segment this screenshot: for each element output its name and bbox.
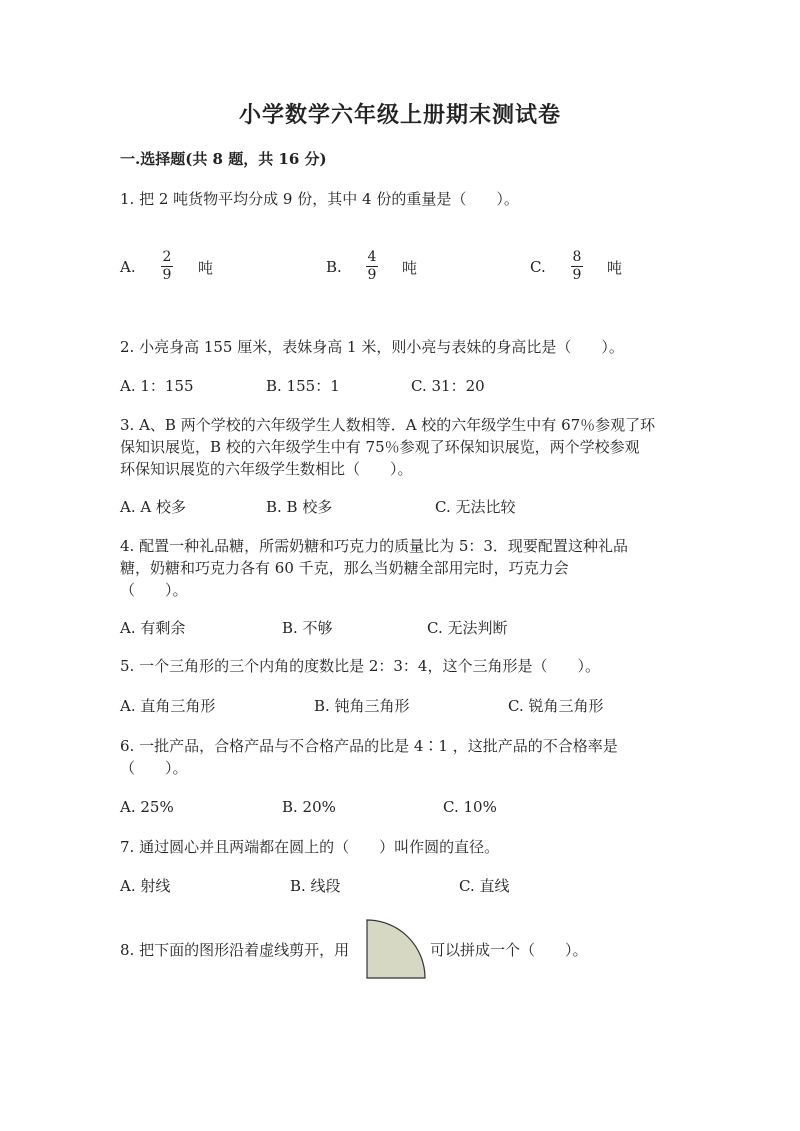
quarter-circle-figure	[366, 919, 426, 979]
fraction-numerator: 2	[162, 249, 172, 265]
fraction-denominator: 9	[367, 267, 377, 283]
question-6	[120, 735, 680, 779]
q1-option-b-fraction	[365, 250, 379, 283]
question-1: 1. 把 2 吨货物平均分成 9 份，其中 4 份的重量是（ ）。	[120, 190, 519, 208]
question-4-line-3: （ ）。	[120, 581, 188, 599]
section-heading: 一.选择题(共 8 题，共 16 分)	[120, 150, 327, 168]
question-8-text-after: 可以拼成一个（ ）。	[430, 941, 588, 959]
question-4-line-1: 4. 配置一种礼品糖，所需奶糖和巧克力的质量比为 5：3．现要配置这种礼品	[120, 537, 628, 555]
page-title: 小学数学六年级上册期末测试卷	[238, 102, 561, 128]
q5-option-b[interactable]: B. 钝角三角形	[314, 697, 410, 715]
q2-option-c[interactable]: C. 31：20	[411, 377, 485, 395]
fraction-denominator: 9	[572, 267, 582, 283]
q2-option-a[interactable]: A. 1：155	[120, 377, 194, 395]
question-5: 5. 一个三角形的三个内角的度数比是 2：3：4，这个三角形是（ ）。	[120, 657, 600, 675]
q3-option-a[interactable]: A. A 校多	[120, 498, 186, 516]
q1-option-c-fraction	[570, 250, 584, 283]
q4-option-b[interactable]: B. 不够	[282, 619, 333, 637]
question-3-line-3: 环保知识展览的六年级学生数相比（ ）。	[120, 460, 413, 478]
q1-option-a-letter[interactable]: A.	[120, 258, 136, 276]
question-7: 7. 通过圆心并且两端都在圆上的（ ）叫作圆的直径。	[120, 838, 500, 856]
q7-option-c[interactable]: C. 直线	[459, 877, 510, 895]
q6-option-c[interactable]: C. 10%	[443, 798, 497, 816]
fraction-denominator: 9	[162, 267, 172, 283]
q4-option-a[interactable]: A. 有剩余	[120, 619, 186, 637]
question-4	[120, 535, 680, 601]
quarter-circle-shape	[367, 920, 425, 978]
q7-option-b[interactable]: B. 线段	[290, 877, 341, 895]
question-6-line-1: 6. 一批产品，合格产品与不合格产品的比是 4∶1 ，这批产品的不合格率是	[120, 737, 618, 755]
q7-option-a[interactable]: A. 射线	[120, 877, 171, 895]
fraction-numerator: 8	[572, 249, 582, 265]
question-8-text-before: 8. 把下面的图形沿着虚线剪开，用	[120, 941, 350, 959]
question-3	[120, 414, 680, 480]
question-6-line-2: （ ）。	[120, 759, 188, 777]
question-2: 2. 小亮身高 155 厘米，表妹身高 1 米，则小亮与表妹的身高比是（ ）。	[120, 338, 624, 356]
question-4-line-2: 糖，奶糖和巧克力各有 60 千克，那么当奶糖全部用完时，巧克力会	[120, 559, 569, 577]
q5-option-c[interactable]: C. 锐角三角形	[508, 697, 604, 715]
q1-option-c-letter[interactable]: C.	[530, 258, 546, 276]
q4-option-c[interactable]: C. 无法判断	[427, 619, 508, 637]
q3-option-b[interactable]: B. B 校多	[266, 498, 333, 516]
q5-option-a[interactable]: A. 直角三角形	[120, 697, 216, 715]
q2-option-b[interactable]: B. 155：1	[266, 377, 340, 395]
q6-option-a[interactable]: A. 25%	[120, 798, 174, 816]
q1-option-a-fraction	[160, 250, 174, 283]
question-3-line-2: 保知识展览，B 校的六年级学生中有 75％参观了环保知识展览，两个学校参观	[120, 438, 640, 456]
q1-option-c-unit: 吨	[607, 259, 623, 277]
fraction-numerator: 4	[367, 249, 377, 265]
q3-option-c[interactable]: C. 无法比较	[435, 498, 516, 516]
q1-option-b-letter[interactable]: B.	[326, 258, 342, 276]
q1-option-a-unit: 吨	[198, 259, 214, 277]
question-3-line-1: 3. A、B 两个学校的六年级学生人数相等．A 校的六年级学生中有 67％参观了环	[120, 416, 656, 434]
q1-option-b-unit: 吨	[402, 259, 418, 277]
q6-option-b[interactable]: B. 20%	[282, 798, 336, 816]
